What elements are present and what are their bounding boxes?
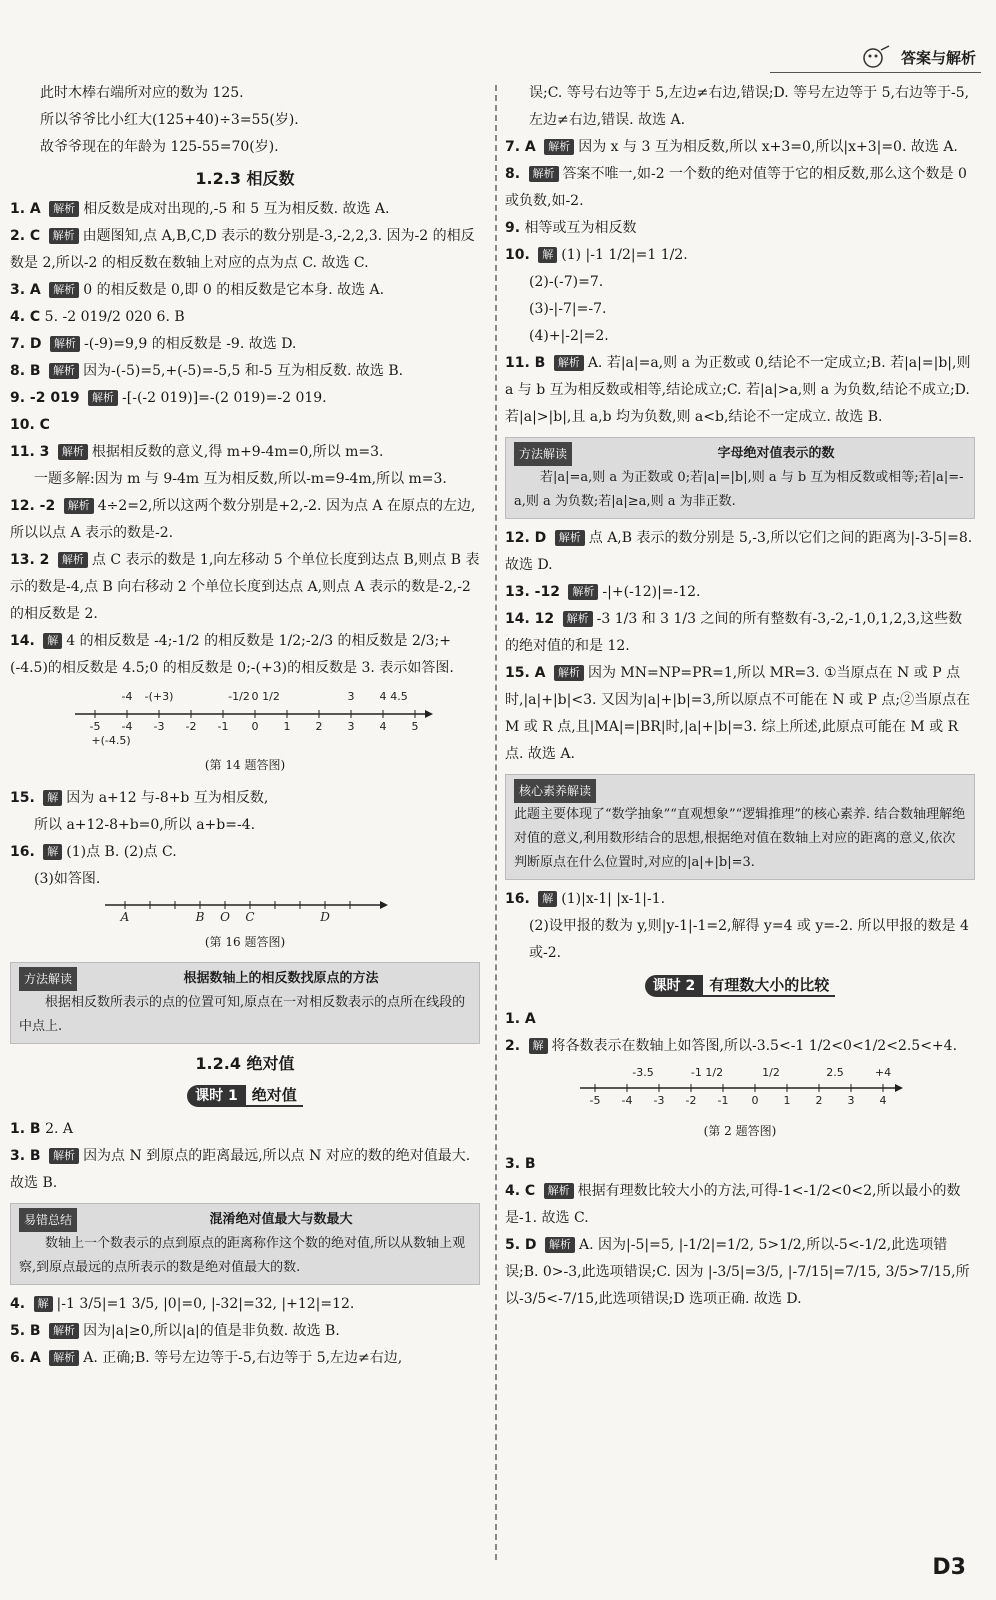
right-column	[505, 80, 975, 1313]
analysis-tag: 解析	[49, 1148, 79, 1164]
method-box	[505, 437, 975, 519]
analysis-tag: 解析	[49, 1323, 79, 1339]
answer-number: 13. -12	[505, 584, 560, 600]
number-line-fig14	[55, 686, 435, 746]
analysis-tag: 解	[43, 790, 62, 806]
answer-number: 4. C	[505, 1183, 536, 1199]
answer-item	[10, 277, 480, 304]
svg-text:4: 4	[379, 690, 387, 703]
answer-text: 0 的相反数是 0,即 0 的相反数是它本身. 故选 A.	[83, 282, 385, 298]
answer-number: 6. A	[10, 1350, 41, 1366]
svg-text:A: A	[120, 910, 130, 923]
svg-text:1: 1	[783, 1094, 791, 1107]
answer-item	[505, 134, 975, 161]
svg-text:-4: -4	[121, 690, 133, 703]
answer-number: 1. A	[10, 201, 41, 217]
text-line: 此时木棒右端所对应的数为 125.	[40, 85, 244, 101]
answer-item	[10, 196, 480, 223]
answer-number: 5. D	[505, 1237, 537, 1253]
figure-caption: (第 2 题答图)	[703, 1124, 777, 1138]
answer-text: -3 1/3 和 3 1/3 之间的所有整数有-3,-2,-1,0,1,2,3,这些数的绝对值的和是 12.	[505, 611, 963, 654]
svg-text:0: 0	[251, 720, 259, 733]
analysis-tag: 解析	[49, 201, 79, 217]
analysis-tag: 解析	[58, 444, 88, 460]
svg-text:-1 1/2: -1 1/2	[690, 1066, 724, 1079]
analysis-tag: 解	[34, 1296, 53, 1312]
analysis-tag: 解	[538, 247, 557, 263]
answer-item	[505, 579, 975, 606]
answer-number: 3. B	[10, 1148, 41, 1164]
analysis-tag: 解析	[58, 552, 88, 568]
answer-item	[505, 1232, 975, 1313]
answer-item	[10, 839, 480, 866]
answer-number: 3. A	[10, 282, 41, 298]
box-label: 易错总结	[19, 1208, 77, 1232]
analysis-tag: 解析	[49, 363, 79, 379]
answer-number: 13. 2	[10, 552, 50, 568]
lesson-pill: 课时 2	[645, 975, 704, 997]
answer-item	[10, 385, 480, 412]
answer-item	[505, 886, 975, 913]
answer-item	[10, 812, 480, 839]
svg-text:3: 3	[347, 690, 355, 703]
analysis-tag: 解	[538, 891, 557, 907]
answer-text: 根据有理数比较大小的方法,可得-1<-1/2<0<2,所以最小的数是-1. 故选 C.	[505, 1183, 961, 1226]
header-rule	[770, 72, 981, 73]
svg-text:O: O	[220, 910, 230, 923]
answer-text: 点 A,B 表示的数分别是 5,-3,所以它们之间的距离为|-3-5|=8. 故选 D.	[505, 530, 973, 573]
lesson-banner	[505, 973, 975, 1000]
answer-number: 4.	[10, 1296, 26, 1312]
svg-text:1/2: 1/2	[762, 1066, 780, 1079]
svg-text:5: 5	[411, 720, 419, 733]
answer-item	[10, 223, 480, 277]
answer-number: 8.	[505, 166, 521, 182]
answer-list	[505, 886, 975, 967]
answer-text: (1) |-1 1/2|=1 1/2.	[561, 247, 688, 263]
analysis-tag: 解	[43, 633, 62, 649]
answer-item	[505, 215, 975, 242]
answer-item	[505, 161, 975, 215]
number-line-fig16	[95, 893, 395, 923]
answer-text: 因为-(-5)=5,+(-5)=-5,5 和-5 互为相反数. 故选 B.	[83, 363, 404, 379]
box-label: 方法解读	[514, 442, 572, 466]
answer-text: 由题图知,点 A,B,C,D 表示的数分别是-3,-2,2,3. 因为-2 的相反数是 2,所以-2 的相反数在数轴上对应的点为点 C. 故选 C.	[10, 228, 475, 271]
answer-item	[10, 1143, 480, 1197]
answer-number: 9.	[505, 220, 521, 236]
answer-item	[10, 1318, 480, 1345]
analysis-tag: 解析	[88, 390, 118, 406]
answer-number: 9. -2 019	[10, 390, 80, 406]
answer-number: 1. B	[10, 1121, 41, 1137]
answer-number: 10.	[505, 247, 530, 263]
answer-text: A. 因为|-5|=5, |-1/2|=1/2, 5>1/2,所以-5<-1/2,此选项错误;B. 0>-3,此选项错误;C. 因为 |-3/5|=3/5, |-7/15|=7/15, 3/5>7/15,所以-3/5<-7/15,此选项错误;D 选项正确. 故选 D.	[505, 1237, 970, 1307]
answer-number: 11. 3	[10, 444, 50, 460]
analysis-tag: 解析	[555, 530, 585, 546]
page-header	[861, 40, 976, 74]
svg-text:+(-4.5): +(-4.5)	[91, 734, 131, 746]
text-line: 所以爷爷比小红大(125+40)÷3=55(岁).	[40, 112, 299, 128]
svg-text:0: 0	[251, 690, 259, 703]
answer-text: -[-(-2 019)]=-(2 019)=-2 019.	[122, 390, 327, 406]
page-number: D3	[932, 1555, 966, 1580]
answer-list	[505, 1006, 975, 1060]
analysis-tag: 解	[43, 844, 62, 860]
answer-number: 12. -2	[10, 498, 56, 514]
answer-number: 5. B	[10, 1323, 41, 1339]
answer-item	[10, 547, 480, 628]
svg-text:1/2: 1/2	[262, 690, 280, 703]
svg-text:1: 1	[283, 720, 291, 733]
answer-number: 4. C	[10, 309, 41, 325]
svg-text:-(+3): -(+3)	[144, 690, 174, 703]
answer-item	[10, 1345, 480, 1372]
answer-text: (1)点 B. (2)点 C.	[66, 844, 177, 860]
answer-number: 16.	[505, 891, 530, 907]
answer-item	[10, 785, 480, 812]
answer-number: 2.	[505, 1038, 521, 1054]
analysis-tag: 解析	[64, 498, 94, 514]
analysis-tag: 解析	[49, 282, 79, 298]
answer-text: 因为 a+12 与-8+b 互为相反数,	[66, 790, 269, 806]
answer-text: 4÷2=2,所以这两个数分别是+2,-2. 因为点 A 在原点的左边,所以以点 A 表示的数是-2.	[10, 498, 476, 541]
analysis-tag: 解	[529, 1038, 548, 1054]
literacy-box	[505, 774, 975, 880]
answer-item	[505, 1006, 975, 1033]
lesson-banner	[10, 1083, 480, 1110]
analysis-tag: 解析	[49, 1350, 79, 1366]
answer-item	[505, 350, 975, 431]
answer-text: -|+(-12)|=-12.	[602, 584, 701, 600]
column-divider	[495, 85, 497, 1560]
answer-text: 5. -2 019/2 020 6. B	[44, 309, 185, 325]
box-label: 方法解读	[19, 967, 77, 991]
answer-number: 2. C	[10, 228, 41, 244]
analysis-tag: 解析	[544, 139, 574, 155]
lesson-name: 有理数大小的比较	[703, 975, 835, 997]
svg-text:-2: -2	[685, 1094, 697, 1107]
error-box	[10, 1203, 480, 1285]
analysis-tag: 解析	[554, 665, 584, 681]
svg-text:-4: -4	[121, 720, 133, 733]
box-title: 字母绝对值表示的数	[717, 446, 835, 461]
answer-text: 根据相反数的意义,得 m+9-4m=0,所以 m=3.	[91, 444, 384, 460]
answer-list	[10, 785, 480, 893]
answer-item	[10, 493, 480, 547]
analysis-tag: 解析	[545, 1237, 575, 1253]
answer-text: (3)如答图.	[34, 871, 101, 887]
answer-item	[505, 1178, 975, 1232]
answer-text: 点 C 表示的数是 1,向左移动 5 个单位长度到达点 B,则点 B 表示的数是-4,点 B 向右移动 2 个单位长度到达点 A,则点 A 表示的数是-2,-2 的相反数是 2.	[10, 552, 480, 622]
section-title: 1.2.3 相反数	[195, 169, 295, 188]
answer-number: 7. D	[10, 336, 42, 352]
answer-text: (3)-|-7|=-7.	[529, 301, 607, 317]
method-box	[10, 962, 480, 1044]
answer-number: 14. 12	[505, 611, 555, 627]
answer-text: 因为|a|≥0,所以|a|的值是非负数. 故选 B.	[83, 1323, 340, 1339]
answer-number: 15. A	[505, 665, 546, 681]
answer-text: 4 的相反数是 -4;-1/2 的相反数是 1/2;-2/3 的相反数是 2/3;+(-4.5)的相反数是 4.5;0 的相反数是 0;-(+3)的相反数是 3. 表示如答图.	[10, 633, 454, 676]
analysis-tag: 解析	[49, 228, 79, 244]
answer-list	[505, 1151, 975, 1313]
header-title: 答案与解析	[900, 48, 976, 67]
answer-item	[505, 660, 975, 768]
answer-list	[10, 1116, 480, 1197]
answer-item	[10, 628, 480, 682]
box-body: 数轴上一个数表示的点到原点的距离称作这个数的绝对值,所以从数轴上观察,到原点最远的点所表示的数是绝对值最大的数.	[19, 1236, 466, 1275]
svg-text:4: 4	[879, 1094, 887, 1107]
answer-item	[10, 466, 480, 493]
answer-list	[505, 80, 975, 431]
svg-text:3: 3	[347, 720, 355, 733]
answer-number: 11. B	[505, 355, 546, 371]
analysis-tag: 解析	[544, 1183, 574, 1199]
box-body: 根据相反数所表示的点的位置可知,原点在一对相反数表示的点所在线段的中点上.	[19, 995, 466, 1034]
answer-item	[505, 913, 975, 967]
answer-text: 相等或互为相反数	[524, 220, 637, 236]
svg-text:-5: -5	[89, 720, 101, 733]
intro-lines	[10, 80, 480, 161]
text-line: 故爷爷现在的年龄为 125-55=70(岁).	[40, 139, 279, 155]
svg-text:-3: -3	[153, 720, 165, 733]
analysis-tag: 解析	[529, 166, 559, 182]
answer-text: 所以 a+12-8+b=0,所以 a+b=-4.	[34, 817, 256, 833]
svg-text:B: B	[195, 910, 205, 923]
answer-text: (1)|x-1| |x-1|-1.	[561, 891, 666, 907]
svg-text:-1: -1	[717, 1094, 729, 1107]
answer-item	[505, 323, 975, 350]
answer-number: 10. C	[10, 417, 50, 433]
answer-text: 因为 MN=NP=PR=1,所以 MR=3. ①当原点在 N 或 P 点时,|a|+|b|<3. 又因为|a|+|b|=3,所以原点不可能在 N 或 P 点;②当原点在 M 或 R 点,且|MA|=|BR|时,|a|+|b|=3. 综上所述,此原点可能在 M 或 R 点. 故选 A.	[505, 665, 971, 762]
lesson-name: 绝对值	[246, 1085, 303, 1107]
answer-number: 14.	[10, 633, 35, 649]
answer-text: 误;C. 等号右边等于 5,左边≠右边,错误;D. 等号左边等于 5,右边等于-5,左边≠右边,错误. 故选 A.	[529, 85, 970, 128]
answer-item	[10, 358, 480, 385]
box-body: 若|a|=a,则 a 为正数或 0;若|a|=|b|,则 a 与 b 互为相反数或相等;若|a|=-a,则 a 为负数;若|a|≥a,则 a 为非正数.	[514, 470, 964, 509]
box-label: 核心素养解读	[514, 779, 596, 803]
answer-number: 7. A	[505, 139, 536, 155]
answer-item	[505, 1033, 975, 1060]
analysis-tag: 解析	[554, 355, 584, 371]
answer-text: 答案不唯一,如-2 一个数的绝对值等于它的相反数,那么这个数是 0 或负数,如-2.	[505, 166, 967, 209]
svg-text:2.5: 2.5	[826, 1066, 844, 1079]
answer-item	[505, 242, 975, 269]
answer-number: 3. B	[505, 1156, 536, 1172]
answer-text: 将各数表示在数轴上如答图,所以-3.5<-1 1/2<0<1/2<2.5<+4.	[551, 1038, 958, 1054]
answer-item	[10, 1116, 480, 1143]
answer-text: A. 若|a|=a,则 a 为正数或 0,结论不一定成立;B. 若|a|=|b|,则 a 与 b 互为相反数或相等,结论成立;C. 若|a|>a,则 a 为负数,结论不成立;D. 若|a|>|b|,且 a,b 均为负数,则 a<b,结论不一定成立. 故选 B.	[505, 355, 971, 425]
answer-text: -(-9)=9,9 的相反数是 -9. 故选 D.	[84, 336, 297, 352]
svg-text:+4: +4	[874, 1066, 892, 1079]
svg-text:0: 0	[751, 1094, 759, 1107]
svg-text:4.5: 4.5	[390, 690, 408, 703]
svg-text:2: 2	[815, 1094, 823, 1107]
answer-text: A. 正确;B. 等号左边等于-5,右边等于 5,左边≠右边,	[83, 1350, 403, 1366]
svg-text:-5: -5	[589, 1094, 601, 1107]
figure-caption: (第 16 题答图)	[204, 935, 286, 949]
figure-caption: (第 14 题答图)	[204, 758, 286, 772]
answer-item	[505, 80, 975, 134]
answer-text: (4)+|-2|=2.	[529, 328, 609, 344]
mascot-icon	[861, 44, 891, 70]
svg-text:-1/2: -1/2	[228, 690, 250, 703]
svg-text:C: C	[245, 910, 255, 923]
answer-text: (2)-(-7)=7.	[529, 274, 604, 290]
answer-item	[10, 412, 480, 439]
answer-list	[10, 196, 480, 682]
svg-text:3: 3	[847, 1094, 855, 1107]
svg-text:-2: -2	[185, 720, 197, 733]
answer-text: 因为点 N 到原点的距离最远,所以点 N 对应的数的绝对值最大. 故选 B.	[10, 1148, 471, 1191]
box-title: 混淆绝对值最大与数最大	[209, 1212, 353, 1227]
answer-number: 1. A	[505, 1011, 536, 1027]
svg-text:-1: -1	[217, 720, 229, 733]
answer-text: 2. A	[45, 1121, 73, 1137]
answer-number: 8. B	[10, 363, 41, 379]
answer-number: 16.	[10, 844, 35, 860]
answer-item	[505, 1151, 975, 1178]
answer-text: 因为 x 与 3 互为相反数,所以 x+3=0,所以|x+3|=0. 故选 A.	[578, 139, 958, 155]
svg-text:-4: -4	[621, 1094, 633, 1107]
answer-item	[10, 866, 480, 893]
analysis-tag: 解析	[50, 336, 80, 352]
svg-text:D: D	[320, 910, 330, 923]
answer-list	[10, 1291, 480, 1372]
answer-number: 15.	[10, 790, 35, 806]
box-body: 此题主要体现了“数学抽象”“直观想象”“逻辑推理”的核心素养. 结合数轴理解绝对值的意义,利用数形结合的思想,根据绝对值在数轴上对应的距离的意义,依次判断原点在什么位置时,对应的|a|+|b|=3.	[514, 807, 966, 870]
svg-text:2: 2	[315, 720, 323, 733]
section-title: 1.2.4 绝对值	[195, 1054, 295, 1073]
lesson-pill: 课时 1	[187, 1085, 246, 1107]
answer-text: |-1 3/5|=1 3/5, |0|=0, |-32|=32, |+12|=12.	[56, 1296, 355, 1312]
svg-text:4: 4	[379, 720, 387, 733]
answer-item	[10, 331, 480, 358]
svg-text:-3: -3	[653, 1094, 665, 1107]
answer-item	[10, 304, 480, 331]
answer-item	[505, 269, 975, 296]
svg-text:-3.5: -3.5	[632, 1066, 654, 1079]
answer-item	[10, 439, 480, 466]
analysis-tag: 解析	[568, 584, 598, 600]
answer-item	[505, 606, 975, 660]
answer-item	[10, 1291, 480, 1318]
analysis-tag: 解析	[563, 611, 593, 627]
left-column	[10, 80, 480, 1372]
answer-number: 12. D	[505, 530, 547, 546]
answer-list	[505, 525, 975, 768]
box-title: 根据数轴上的相反数找原点的方法	[183, 971, 379, 986]
answer-text: 相反数是成对出现的,-5 和 5 互为相反数. 故选 A.	[83, 201, 390, 217]
number-line-fig2	[570, 1062, 910, 1112]
answer-item	[505, 296, 975, 323]
answer-text: 一题多解:因为 m 与 9-4m 互为相反数,所以-m=9-4m,所以 m=3.	[34, 471, 447, 487]
answer-item	[505, 525, 975, 579]
answer-text: (2)设甲报的数为 y,则|y-1|-1=2,解得 y=4 或 y=-2. 所以甲报的数是 4 或-2.	[529, 918, 969, 961]
